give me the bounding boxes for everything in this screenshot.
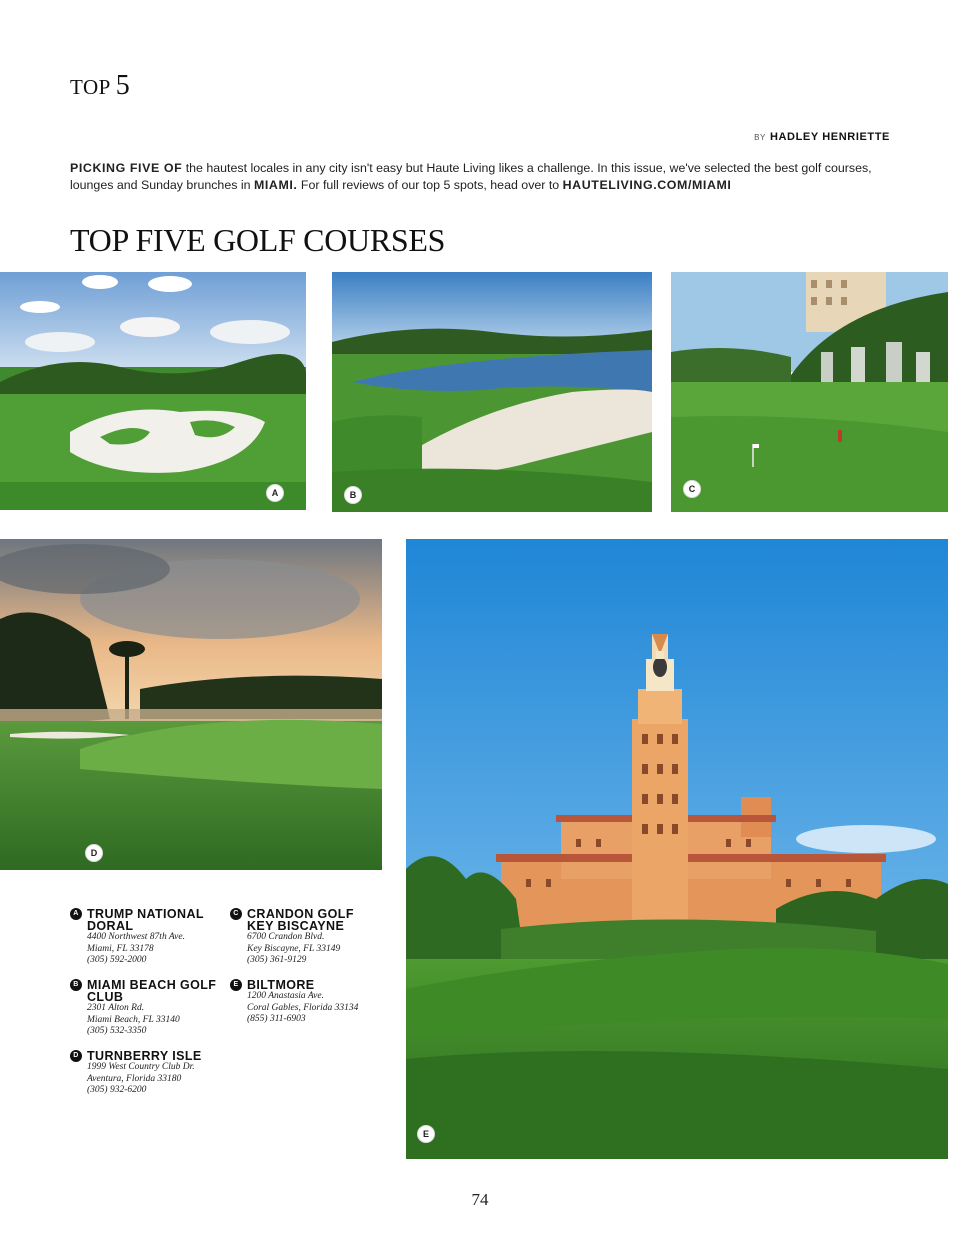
- page-number: 74: [471, 1190, 489, 1209]
- intro-text-1: the hautest locales in any city isn't easy but Haute Living likes a challenge. In this issue, we've selected the best golf courses, lounges and Sunday brunches in: [70, 161, 872, 192]
- listing-city: Key Biscayne, FL 33149: [247, 943, 341, 954]
- listing-phone: (305) 592-2000: [87, 955, 147, 965]
- listing-address: 4400 Northwest 87th Ave.: [87, 932, 185, 942]
- listing-address: 1999 West Country Club Dr.: [87, 1062, 195, 1072]
- page-title: TOP FIVE GOLF COURSES: [70, 222, 446, 258]
- listing-turnberry: [70, 1050, 220, 1097]
- kicker-text: TOP: [70, 75, 111, 99]
- section-kicker: [70, 70, 130, 102]
- photo-b-badge: B: [344, 486, 362, 504]
- listing-city: Miami, FL 33178: [87, 943, 154, 954]
- listing-phone: (305) 532-3350: [87, 1026, 147, 1036]
- listing-phone: (305) 361-9129: [247, 955, 307, 965]
- listing-address: 6700 Crandon Blvd.: [247, 932, 325, 942]
- listing-name: [230, 979, 380, 991]
- photo-d-turnberry: [0, 539, 382, 870]
- listing-phone: (855) 311-6903: [247, 1014, 306, 1024]
- listing-letter-badge: D: [70, 1050, 82, 1062]
- intro-lead: PICKING FIVE OF: [70, 161, 183, 175]
- intro-text-2: For full reviews of our top 5 spots, head over to: [297, 178, 563, 192]
- listing-biltmore: [230, 979, 380, 1026]
- photo-e-badge: E: [417, 1125, 435, 1143]
- listing-name: [70, 1050, 220, 1062]
- photo-c-crandon: [671, 272, 948, 512]
- listing-title: TRUMP NATIONAL DORAL: [87, 907, 204, 933]
- photo-c-badge: C: [683, 480, 701, 498]
- listing-city: Coral Gables, Florida 33134: [247, 1002, 359, 1013]
- kicker-number: 5: [115, 70, 131, 101]
- listing-title: BILTMORE: [247, 978, 315, 992]
- listing-city: Miami Beach, FL 33140: [87, 1014, 180, 1025]
- intro-paragraph: [70, 160, 890, 194]
- photo-a-trump-doral: [0, 272, 306, 510]
- byline-author: HADLEY HENRIETTE: [769, 131, 890, 143]
- listing-letter-badge: A: [70, 908, 82, 920]
- listing-city: Aventura, Florida 33180: [87, 1073, 182, 1084]
- listing-phone: (305) 932-6200: [87, 1085, 147, 1095]
- photo-e-biltmore: [406, 539, 948, 1159]
- intro-url-link[interactable]: HAUTELIVING.COM/MIAMI: [562, 178, 732, 192]
- byline-by: BY: [754, 133, 766, 142]
- listing-title: TURNBERRY ISLE: [87, 1049, 202, 1063]
- photo-d-badge: D: [85, 844, 103, 862]
- intro-city: MIAMI.: [253, 178, 298, 192]
- listing-crandon: [230, 908, 380, 967]
- listing-name: [70, 979, 220, 1003]
- listing-address: 1200 Anastasia Ave.: [247, 991, 324, 1001]
- listing-name: [70, 908, 220, 932]
- listing-letter-badge: E: [230, 979, 242, 991]
- listing-address: 2301 Alton Rd.: [87, 1003, 145, 1013]
- listing-name: [230, 908, 380, 932]
- photo-b-miami-beach: [332, 272, 652, 512]
- listing-letter-badge: B: [70, 979, 82, 991]
- listing-title: MIAMI BEACH GOLF CLUB: [87, 978, 217, 1004]
- byline: [754, 131, 890, 143]
- listing-trump-doral: [70, 908, 220, 967]
- listing-letter-badge: C: [230, 908, 242, 920]
- photo-a-badge: A: [266, 484, 284, 502]
- listing-miami-beach: [70, 979, 220, 1038]
- listing-title: CRANDON GOLF KEY BISCAYNE: [247, 907, 354, 933]
